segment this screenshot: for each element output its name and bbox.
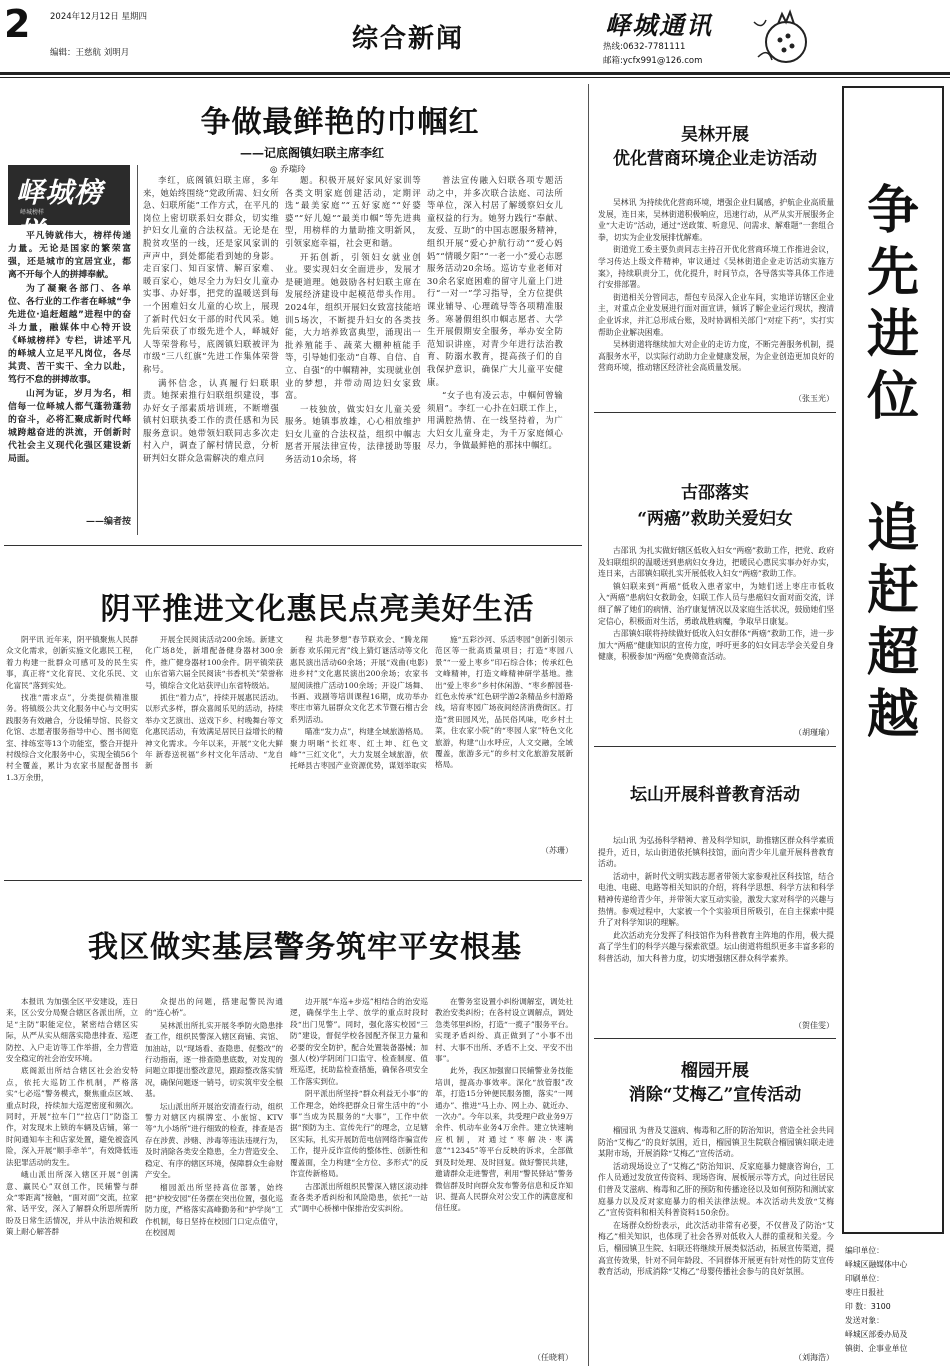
column-divider — [137, 165, 138, 535]
story3-paragraph: 坛山派出所开展治安清查行动，组织警力对辖区内棋牌室、小旅馆、KTV等“九小场所”进行细致的检查，排查是否存在涉黄、涉赌、涉毒等违法违规行为，及时消除各类安全隐患，全力营造安全、稳定、有序的辖区环境，保障群众生命财产安全。 — [145, 1101, 283, 1180]
slogan — [842, 180, 944, 746]
right-story1-title-line2: 优化营商环境企业走访活动 — [613, 149, 817, 169]
story1-paragraph: 一枝独放，做实妇女儿童关爱服务。她镇事放雄，心心相放维护妇女儿童的合法权益，组织中帼志愿者开展法律宣传，法律援助等服务活动10余场，将 — [285, 403, 421, 465]
story1-headline: 争做最鲜艳的巾帼红 — [200, 105, 480, 140]
editor-note-paragraph: 山河为证，岁月为名，相信每一位峄城人都气蓬勃蓬勃的奋斗，必将汇聚成新时代峄城跨越奋进的洪流，开创新时代社会主义现代化强区建设新局面。 — [8, 389, 131, 464]
story3-paragraph: 边开展“车巡+步巡”相结合的治安巡逻，确保学生上学、放学的重点时段时段“出门见警”。同时，强化落实校园“三防”建设，督促学校各园配齐保卫力量和必要的安全防护，配合处置装备器械；加强人(校)学阴闭门口监守、检查制度、值班巡逻，抚助监检查措施，确保各项安全工作落实到位。 — [290, 997, 428, 1086]
email: 邮箱:ycfx991@126.com — [603, 56, 703, 66]
right-story3-signature: （贺佳雯） — [794, 1021, 834, 1030]
story1-column-2 — [285, 174, 421, 532]
column-banner — [8, 165, 130, 249]
right-story4-paragraph: 活动现场设立了“艾梅乙”防治知识、反家庭暴力健康咨询台，工作人员通过发放宣传资料、现场咨询、展板展示等方式，向过往居民们普及艾滋病、梅毒和乙肝的预防和传播途径以及如何预防和测试家庭暴力以及反对家庭暴力的相关法律法规。本次活动共发放“艾梅乙”宣传资料和相关科普资料150余份。 — [598, 1161, 834, 1218]
column-divider — [588, 84, 589, 1366]
right-story2-title-line1: 古邵落实 — [681, 483, 749, 503]
story1-author: ◎ 乔瑞玲 — [270, 165, 306, 175]
slogan-char: 先 — [866, 243, 919, 303]
right-story1-paragraph: 街道党工委主要负责同志主持召开优化营商环境工作推进会议，学习传达上级文件精神，审议通过《吴林街道企业走访活动实施方案》，持续职责分工，优化提升，时间节点，各导落实等具体工作进行安排部署。 — [598, 245, 834, 290]
right-story3-title: 坛山开展科普教育活动 — [630, 785, 800, 805]
right-story1-paragraph: 吴林街道将继续加大对企业的走访力度，不断完善服务机制，提高服务水平，以实际行动助力企业健康发展，为企业创造更加良好的营商环境，推动辖区经济社会高质量发展。 — [598, 340, 834, 373]
story2-paragraph: 抓住“着力点”，持续开展惠民活动。以形式多样，群众喜闻乐见的活动，持续举办文艺演出、送戏下乡、村晚舞台等文化惠民活动，有效满足居民日益增长的精神文化需求。今年以来，开展“文化大鲜年 新春送祝福”乡村文化年活动、“龙自新 — [145, 693, 283, 771]
slogan-char: 位 — [866, 367, 919, 427]
slogan-char: 进 — [866, 305, 919, 365]
right-story2-paragraph: 古邵镇妇联将持续做好低收入妇女群体“两癌”救助工作，进一步加大“两癌”健康知识的宣传力度，呼吁更多的妇女同志学会关爱自身健康，积极参加“两癌”免费筛查活动。 — [598, 629, 834, 662]
right-story4-paragraph: 榴园讯 为普及艾滋病、梅毒和乙肝的防治知识，营造全社会共同防治“艾梅乙”的良好氛围，近日，榴园镇卫生院联合榴园镇妇联走进某附市场，开展消除“艾梅乙”宣传活动。 — [598, 1126, 834, 1159]
story2-column-3 — [290, 634, 428, 872]
story2-paragraph: 阴平讯 近年来，阴平镇聚焦人民群众文化需求，创新实施文化惠民工程，着力构建一批群众可感可及的民生实事，真正将“文化育民、文化乐民、文化富民”落到实处。 — [6, 635, 138, 690]
story2-paragraph: 开展全民阅读活动200余场。新建文化广场8处，新增配备健身器材300余件，推广健身器材100余件。阴平镇荣获山东省第六届全民阅读“书香机关”荣誉称号，镇综合文化站获评山东省特级站。 — [145, 635, 283, 690]
header-rule — [0, 72, 950, 75]
right-story1-title-line1: 吴林开展 — [681, 125, 749, 145]
masthead: 峄城通讯 — [605, 11, 714, 40]
story2-headline: 阴平推进文化惠民点亮美好生活 — [100, 592, 535, 627]
page-number: 2 — [4, 2, 31, 46]
right-story4-title-line2: 消除“艾梅乙”宣传活动 — [628, 1085, 802, 1105]
story2-paragraph: 找准“需求点”，分类提供精准服务。将镇级公共文化服务中心与文明实践服务有效融合，分设辅导馆、民俗文化馆、志愿者服务指导中心、图书阅览室、排练室等13个功能室，整合开提升村级综合文化服务中心，实现全镇56个村全覆盖，累计为农家书屋配备图书1.3万余册， — [6, 693, 138, 782]
story1-paragraph: 普法宣传融入妇联各项专题活动之中，并多次联合法庭、司法所等单位，深入村居了解缓察妇女儿童权益的行为。她努力践行“奉献、友爱、互助”的中国志愿服务精神，组织开展“爱心护航行动”“爱心妈妈”“情暖夕阳”“一老一小”爱心志愿服务活动20余场。巡访专业老师对30余名家庭困难的留守儿童上门进行“一对一”学习指导，全方位提供课业辅导、心理疏导等各项精准服务。寒暑假组织巾帼志愿者、大学生开展假期安全服务，举办安全防范知识讲座，对青少年进行法治教育、防溺水教育，提高孩子们的自我保护意识，确保广大儿童平安健康。 — [427, 175, 563, 387]
story3-paragraph: 此外，我区加强窗口民辅警业务技能培训，提高办事效率。深化“放管服”改革，打造15分钟便民服务圈，落实“一网通办”、推进“马上办、网上办、就近办、一次办”。今年以来，共受理户政业务9万余件、机动车业务4万余件。建立快速响应机制，对通过“枣解决·枣满意”“12345”等平台反映的诉求，全部做到及时处理、及时回复。做好警民共建，邀请群众走进警营，利用“警民驿站”警务微信群及时向群众发布警务信息和反诈知识、提高人民群众对公安工作的满意度和信任度。 — [435, 1066, 573, 1213]
editors: 编辑：王慈航 刘明月 — [50, 48, 130, 58]
story3-column-2 — [145, 996, 283, 1366]
slogan-char: 争 — [866, 181, 919, 241]
right-story3-body — [598, 835, 834, 1023]
story2-paragraph: 程 共赴梦想”春节联欢会、“腾龙闹新春 欢乐闹元宵”线上猜灯谜活动等文化惠民演出活动60余场；开展“戏曲(电影)进乡村”文化惠民演出200余场；农家书屋阅读推广活动100余场；开设广场舞、书画、戏剧等培训课程16期，成功举办枣庄市第九届群众文化艺术节暨石榴古会系列活动。 — [290, 635, 428, 724]
imprint-line: 镇街、企事业单位 — [845, 1344, 908, 1353]
banner-text: 峄城榜样 — [16, 176, 104, 249]
slogan-char: 超 — [866, 623, 919, 683]
right-story2-body — [598, 545, 834, 730]
right-story3-paragraph: 坛山讯 为弘扬科学精神、普及科学知识，助推辖区群众科学素质提升，近日，坛山街道依托镇科技馆，面向青少年儿童开展科普教育活动。 — [598, 836, 834, 869]
imprint-line: 峄城区部委办局及 — [845, 1330, 908, 1339]
story-divider — [594, 746, 836, 747]
right-story2-title-line2: “两癌”救助关爱妇女 — [637, 509, 793, 529]
story2-column-2 — [145, 634, 283, 872]
story-divider — [594, 1038, 836, 1039]
story3-paragraph: 底阁派出所结合辖区社会治安特点，依托大巡防工作机制，严格落实“七必巡”警务模式，聚焦重点区域、重点时段，持续加大巡逻密度和频次。同时，开展“拉车门”“拉店门”防盗工作，对发现未上锁的车辆及店铺，第一时间通知车主和店家处置，避免被盗风险，深入开展“顺手牵羊”，有效降低违法犯罪活动的发生。 — [6, 1066, 138, 1167]
story-divider — [4, 545, 582, 546]
right-story2-paragraph: 古邵讯 为扎实做好辖区低收入妇女“两癌”救助工作，把党、政府及妇联组织的温暖送到患病妇女身边，把暖民心惠民实事办好办实，连日来，古邵镇妇联扎实开展低收入妇女“两癌”救助工作。 — [598, 546, 834, 579]
story3-paragraph: 众提出的问题，搭建起警民沟通的“连心桥”。 — [145, 997, 283, 1018]
imprint-line: 发送对象： — [845, 1316, 884, 1325]
story1-column-3 — [427, 174, 563, 532]
story1-column-1 — [143, 174, 279, 532]
editor-note-signature: ——编者按 — [85, 517, 131, 527]
story1-paragraph: “女子也有凌云志，中帼何曾输须眉”。李红一心扑在妇联工作上，用满腔热情、在一线坚持着，为广大妇女儿童身走，为千万家庭倾心尽力，争做最鲜艳的那抹中帼红。 — [427, 390, 563, 451]
story3-column-1 — [6, 996, 138, 1366]
story3-headline: 我区做实基层警务筑牢平安根基 — [88, 930, 522, 965]
story3-paragraph: 本报讯 为加强全区平安建设，连日来，区公安分局聚合辖区各派出所，立足“主防”职能定位，紧密结合辖区实际，从严从实从细落实隐患排查、巡逻防控、入户走访等工作举措，全力营造安全稳定的社会治安环境。 — [6, 997, 138, 1064]
editor-note-paragraph: 为了凝聚各部门、各单位、各行业的工作者在峄城“争先进位·追赶超越”进程中的奋斗力量，融媒体中心特开设《峄城榜样》专栏，讲述平凡的峄城人立足平凡岗位，各尽其责、苦干实干、全力以赴，笃行不怠的拼搏故事。 — [8, 284, 131, 385]
story3-signature: （任晓莉） — [533, 1353, 573, 1362]
pomegranate-logo-icon — [748, 2, 818, 72]
story2-paragraph: 瞄准“发力点”，构建全域旅游格局。聚力明晰“长红枣、红土坤、红色文峰”“三红文化”，大力发展全域旅游，依托峄县古枣园产业资源优势，谋划举取实 — [290, 727, 428, 771]
right-story1-paragraph: 吴林讯 为持续优化营商环境，增强企业归属感，护航企业高质量发展，连日来，吴林街道积极响应，迅速行动，从严从实开展服务企业“大走访”活动，通过“送政策、听意见、问需求、解难题”一套组合拳，切实为企业发展排忧解难。 — [598, 198, 834, 242]
banner-small-text: 峄城榜样 — [20, 209, 45, 216]
imprint-line: 印 数：3100 — [845, 1302, 891, 1311]
right-story3-paragraph: 活动中，新时代文明实践志愿者带领大家参观社区科技馆，结合电池、电磁、电路等相关知识的介绍，将科学思想、科学方法和科学精神传递给青少年，并带领大家互动实验，激发大家对科学的兴趣与热情。参观过程中，大家被一个个实验项目所吸引，在自主探索中提升了对科学知识的理解。 — [598, 871, 834, 928]
right-story3-paragraph: 此次活动充分发挥了科技馆作为科普教育主阵地的作用，极大提高了学生们的科学兴趣与探索欲望。坛山街道将组织更多丰富多彩的科普活动，加大科普力度，切实增强辖区群众科学素养。 — [598, 930, 834, 963]
story1-subtitle: ——记底阁镇妇联主席李红 — [240, 146, 385, 160]
section-title: 综合新闻 — [352, 24, 465, 54]
story2-paragraph: 施“五彩沙河、乐活枣园”创新引领示范区等一批高质量项目；打造“枣园八景”“一爱上枣乡”印石综合体；传承红色文峰精神，打造文峰精神研学基地。推出“爱上枣乡”乡村休闲游、“枣乡醉园巷·红色永传承”红色研学游2条精品乡村游路线，培育枣园广场夜间经济消费街区。打造“赏田园风光，品民俗风味，吃乡村土菜，住农家小院”的“枣园人家”特色文化旅游，构建“山水呼应，人文交融，全域覆盖，旅游多元”的乡村文化旅游发展新格局。 — [435, 635, 573, 770]
story2-signature: （苏珊） — [541, 846, 573, 855]
story3-column-4 — [435, 996, 573, 1342]
story3-paragraph: 榴园派出所坚持高位部署，始终把“护校安园”任务摆在突出位置，强化巡防力度，严格落实高峰勤务和“护学岗”工作机制，每日坚持在校园门口定点值守，在校园周 — [145, 1182, 283, 1238]
imprint — [845, 1244, 945, 1356]
story1-paragraph: 李红，底阁镇妇联主席，多年来，她始终围绕“党政所需、妇女所急、妇联所能”工作方式，在平凡的岗位上密切联系妇女群众，切实维护妇女儿童的合法权益。无论是在脱贫攻坚的一线，还是家风家训的声声中，到处都能看到她的身影。走百家门、知百家情、解百家难、暖百家心，她尽全力为妇女儿童办实事、办好事，把党的温暖送到每一个困难妇女儿童的心坎上，展现了新时代妇女干部的时代风采。她先后荣获了市级先进个人，峄城好人等荣誉称号，底阁镇妇联被评为市级“三八红旗”先进工作集体荣誉称号。 — [143, 175, 279, 374]
story2-column-4 — [435, 634, 573, 852]
header-rule-thin — [0, 77, 950, 78]
imprint-line: 印刷单位： — [845, 1274, 884, 1283]
story-divider — [4, 880, 582, 881]
imprint-line: 枣庄日报社 — [845, 1288, 884, 1297]
hotline: 热线:0632-7781111 — [603, 42, 686, 52]
story3-paragraph: 古邵派出所组织民警深入辖区滚动排查各类矛盾纠纷和风险隐患，依托“一站式”调中心桥梯中保排治安实纠纷。 — [290, 1181, 428, 1214]
right-story4-body — [598, 1125, 834, 1345]
story1-paragraph: 满怀信念，认真履行妇联职责。她探索推行妇联组织建设，事办好女子部素质培训班，不断增强镇村妇联执委工作的责任感和为民服务意识。她带领妇联同志多次走村入户，调查了解村情民意，分析研判妇女群众急需解决的难点问 — [143, 377, 279, 464]
right-story2-signature: （胡瑾瑜） — [794, 728, 834, 737]
story3-paragraph: 吴林派出所扎实开展冬季防火隐患排查工作，组织民警深入辖区商铺、宾馆、加油站，以“现场看、查隐患、促整改”的行动指南，逐一排查隐患底数，对发现的问题立即提出整改意见，跟踪整改落实情况，确保问题逐一销号，切实筑牢安全根基。 — [145, 1020, 283, 1099]
right-story4-title-line1: 榴园开展 — [681, 1061, 749, 1081]
right-story1-paragraph: 街道相关分管同志，帮包专员深入企业车间，实地详访辖区企业主，对重点企业发展进行面对面宣讲，倾诉了解企业运行现状，搜清企业诉求，并汇总形成台账，及时协调相关部门“对症下药”，实打实帮助企业解决困难。 — [598, 292, 834, 337]
right-story4-paragraph: 在场群众纷纷表示，此次活动非常有必要，不仅普及了防治“艾梅乙”相关知识，也体现了社会各界对低收入人群的重视和关爱。今后，榴园镇卫生院、妇联还将继续开展类似活动，拓展宣传渠道，提高宣传效果，针对不同年龄段、不同群体开展更有针对性的防艾宣传教育活动，形成消除“艾梅乙”母婴传播社会参与的良好氛围。 — [598, 1220, 834, 1277]
story3-column-3 — [290, 996, 428, 1366]
issue-date: 2024年12月12日 星期四 — [50, 12, 147, 22]
story2-column-1 — [6, 634, 138, 872]
story3-paragraph: 峨山派出所深入辖区开展“创满意、赢民心”双创工作，民辅警与群众“零距离”接触，“面对面”交流，拉家常、话平安，深入了解群众所思所需所盼及日常生活情况，并从中法治规和政策上耐心解答群 — [6, 1170, 138, 1237]
slogan-char: 赶 — [866, 561, 919, 621]
slogan-char: 追 — [866, 499, 919, 559]
right-story2-paragraph: 镇妇联来到“两癌”低收入患者家中，为她们送上枣庄市低收入“两癌”患病妇女救助金，妇联工作人员与患癌妇女面对面交流，详细了解了她们的病情、治疗康复情况以及家庭生活状况，鼓励她们坚定信心，积极面对生活，勇敢战胜病魔，争取早日康复。 — [598, 581, 834, 626]
editor-note — [8, 230, 131, 520]
imprint-line: 编印单位： — [845, 1246, 884, 1255]
slogan-char: 越 — [866, 685, 919, 745]
slogan-gap — [842, 428, 944, 498]
right-story1-body — [598, 197, 834, 392]
story-divider — [594, 412, 836, 413]
imprint-line: 峄城区融媒体中心 — [845, 1260, 908, 1269]
story3-paragraph: 阴平派出所坚持“群众利益无小事”的工作理念，始终把群众日常生活中的“小事”当成为民服务的“大事”，工作中依据“预防为主、宣传先行”的理念，立足辖区实际，扎实开展防范电信网络诈骗宣传工作，提升反诈宣传的整体性、创新性和覆盖面，全力构建“全方位、多形式”的反诈宣传新格局。 — [290, 1089, 428, 1179]
story1-paragraph: 开拓创新，引领妇女就业创业。要实现妇女全面进步，发展才是硬道理。她鼓励各村妇联主席在发展经济建设中起模范带头作用。2024年，组织开展妇女致富技能培训5场次，不断提升妇女的各类技能，大力培养致富典型，涌现出一批养殖能手、蔬菜大棚种植能手等，引导她们张动“自尊、自信、自立、自强”的中帼精神，实现就业创业的梦想，并带动周边妇女家致富。 — [285, 251, 421, 401]
right-story4-signature: （刘海浩） — [794, 1353, 834, 1362]
story3-paragraph: 在警务室设置小纠纷调解室，调处社教治安类纠纷；在各村设立调解点，调处急类邻里纠纷，打造“一揽子”服务平台。实现矛盾纠纷、真正做到了“小事不出村、大事不出所、矛盾不上交、平安不出事”。 — [435, 997, 573, 1064]
right-story1-signature: （张玉光） — [794, 394, 834, 403]
editor-note-paragraph: 平凡铸就伟大，榜样传递力量。无论是国家的繁荣富强，还是城市的宜居宜业，都离不开每个人的拼搏奉献。 — [8, 231, 131, 280]
story1-paragraph: 题。积极开展好家风好家训等各类文明家庭创建活动，定期评选“最美家庭”“五好家庭”“好婆婆”“好儿媳”“最美巾帼”等先进典型，用榜样的力量助推文明新风，引领家庭幸福，社会更和谐。 — [285, 175, 421, 248]
